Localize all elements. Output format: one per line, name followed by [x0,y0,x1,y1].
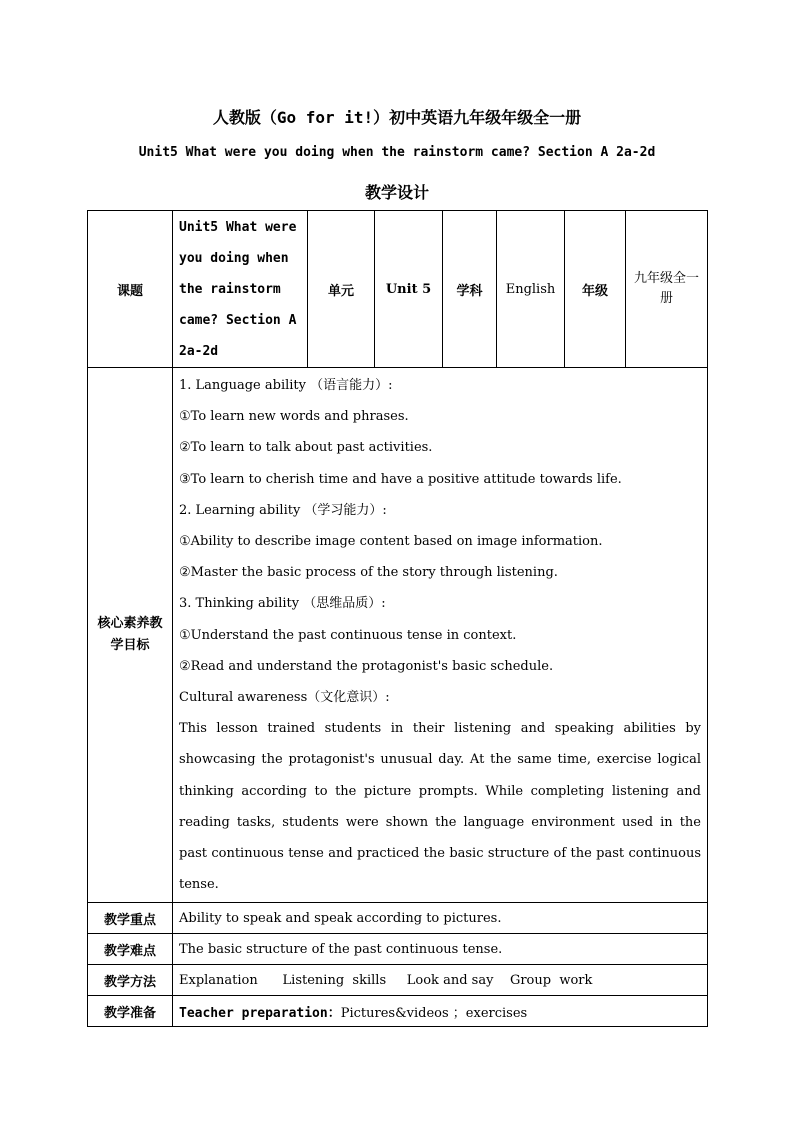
methods-value: Explanation Listening skills Look and say Group work [173,965,708,996]
subject-label: 学科 [443,211,497,368]
grade-value: 九年级全一册 [626,211,708,368]
info-row [88,211,708,368]
objectives-row [88,368,708,903]
unit-label: 单元 [308,211,375,368]
objective-line: 2. Learning ability （学习能力）: [179,502,387,518]
objective-line: 1. Language ability （语言能力）: [179,378,393,393]
unit-value: Unit 5 [375,211,443,368]
objective-line: ③To learn to cherish time and have a positive attitude towards life. [179,471,622,487]
objective-line: ②To learn to talk about past activities. [179,440,433,456]
preparation-row [88,996,708,1027]
document-type: 教学设计 [364,183,429,202]
preparation-label: 教学准备 [88,996,173,1027]
objective-line: Cultural awareness（文化意识）: [179,690,390,706]
document-subtitle: Unit5 What were you doing when the rainstorm came? Section A 2a-2d [138,145,656,160]
difficulties-value: The basic structure of the past continuous tense. [173,934,708,965]
topic-value: Unit5 What were you doing when the rainstorm came? Section A 2a-2d [173,211,308,368]
lesson-plan-table [87,210,708,1027]
objective-line: ②Master the basic process of the story through listening. [179,565,558,581]
document-title: 人教版（Go for it!）初中英语九年级年级全一册 [212,108,582,127]
difficulties-label: 教学难点 [88,934,173,965]
key-points-value: Ability to speak and speak according to pictures. [173,903,708,934]
subject-value: English [497,211,565,368]
cultural-awareness-paragraph: This lesson trained students in their listening and speaking abilities by showcasing the protagonist's unusual day. At the same time, exercise logical thinking according to the picture prompts. While completing listening and reading tasks, students were shown the language environment used in the past continuous tense and practiced the basic structure of the past continuous tense. [179,721,701,893]
objectives-label: 核心素养教学目标 [88,368,173,903]
difficulties-row [88,934,708,965]
objective-line: ②Read and understand the protagonist's basic schedule. [179,658,554,674]
objective-line: ①To learn new words and phrases. [179,409,409,425]
preparation-bold-label: Teacher preparation： [179,1005,341,1021]
preparation-value: Pictures&videos ；exercises [340,1005,528,1021]
grade-label: 年级 [565,211,626,368]
objective-line: 3. Thinking ability （思维品质）: [179,596,386,612]
methods-label: 教学方法 [88,965,173,996]
key-points-row [88,903,708,934]
key-points-label: 教学重点 [88,903,173,934]
objective-line: ①Ability to describe image content based on image information. [179,534,603,550]
objectives-content [173,368,708,903]
methods-row [88,965,708,996]
objective-line: ①Understand the past continuous tense in context. [179,627,517,643]
topic-label: 课题 [88,211,173,368]
preparation-content [173,996,708,1027]
